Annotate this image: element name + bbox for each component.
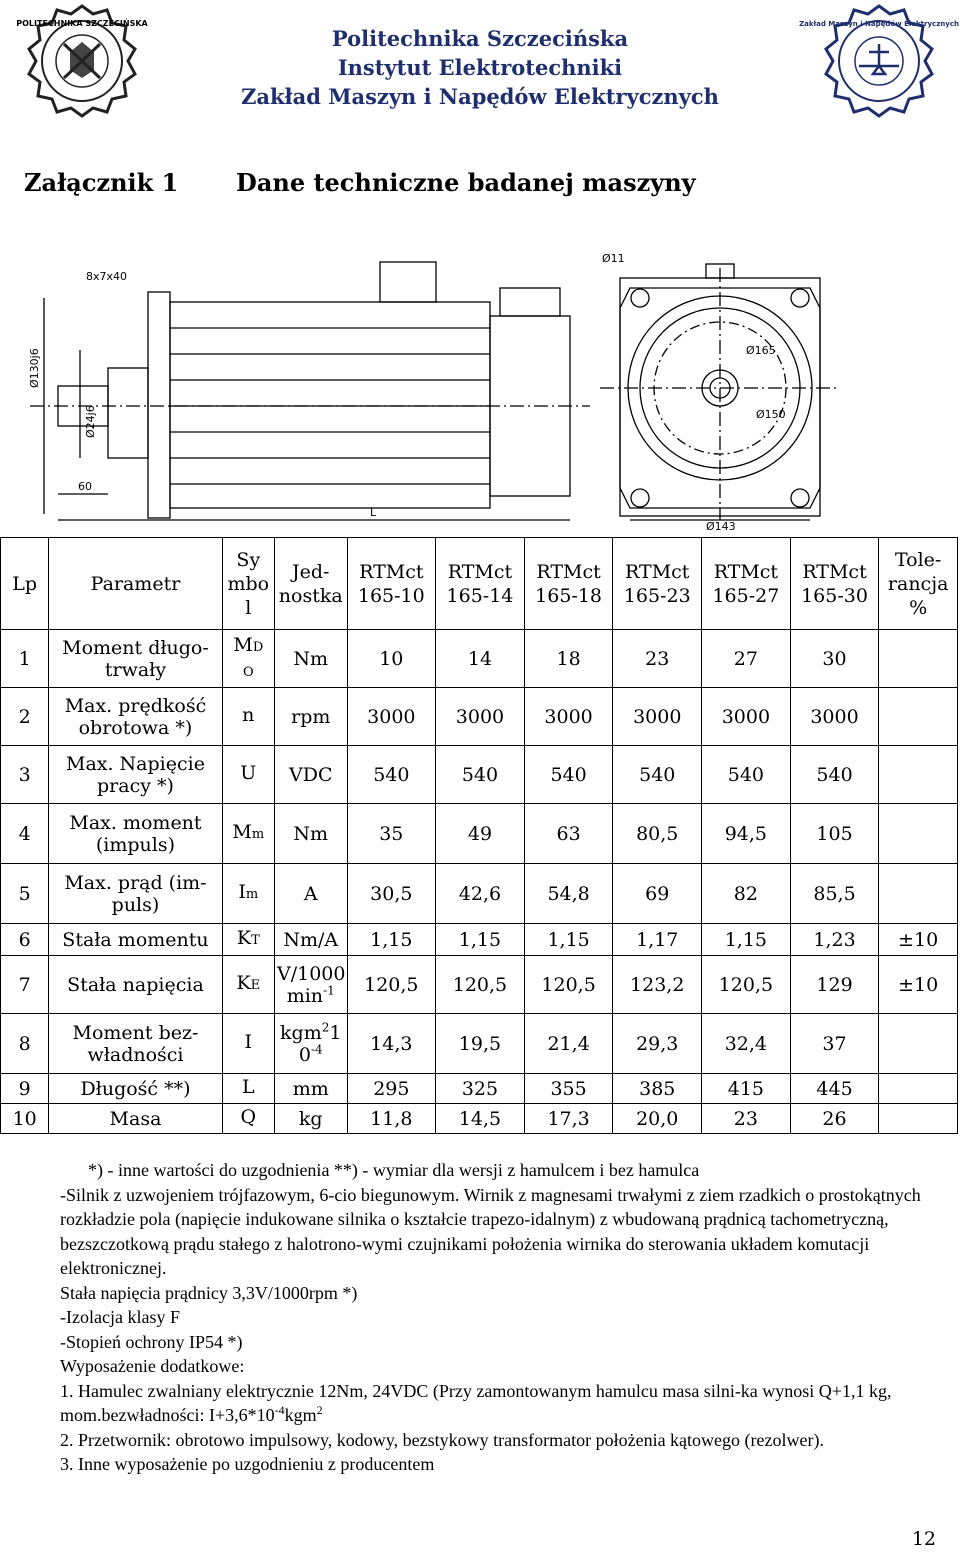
row-parameter: Max. prędkość obrotowa *): [49, 688, 222, 746]
row-lp: 6: [1, 924, 49, 956]
logo-right-label: Zakład Maszyn i Napędów Elektrycznych: [799, 20, 959, 28]
university-logo: [16, 4, 148, 128]
row-symbol: I: [222, 1014, 274, 1074]
row-value: 1,17: [613, 924, 702, 956]
row-value: 1,15: [702, 924, 791, 956]
row-value: 23: [613, 630, 702, 688]
row-value: 29,3: [613, 1014, 702, 1074]
row-value: 63: [524, 804, 613, 864]
row-unit: Nm/A: [274, 924, 347, 956]
row-value: 1,23: [790, 924, 879, 956]
institute-name: Instytut Elektrotechniki: [337, 55, 623, 80]
row-value: 18: [524, 630, 613, 688]
row-unit: kg: [274, 1104, 347, 1134]
row-value: 23: [702, 1104, 791, 1134]
header-tolerance: Tole- rancja %: [879, 538, 958, 630]
row-value: 540: [790, 746, 879, 804]
row-value: 120,5: [524, 956, 613, 1014]
row-parameter: Max. prąd (im- puls): [49, 864, 222, 924]
table-row: [1, 1014, 958, 1074]
header-symbol: Sy mbo l: [222, 538, 274, 630]
table-row: [1, 864, 958, 924]
appendix-title: Dane techniczne badanej maszyny: [236, 168, 696, 197]
note-brake: 1. Hamulec zwalniany elektrycznie 12Nm, 24VDC (Przy zamontowanym hamulcu masa silni-ka wynosi Q+1,1 kg, mom.bezwładności: $I+3,6*10^{-4}kgm^2$: [60, 1380, 892, 1425]
dim-square: Ø143: [706, 520, 736, 533]
row-value: 14,3: [347, 1014, 436, 1074]
row-value: 325: [436, 1074, 525, 1104]
row-symbol: Mm: [222, 804, 274, 864]
logo-left-label: POLITECHNIKA SZCZECIŃSKA: [16, 19, 148, 28]
header-model: RTMct 165-14: [436, 538, 525, 630]
row-tolerance: [879, 1074, 958, 1104]
row-value: 85,5: [790, 864, 879, 924]
row-lp: 3: [1, 746, 49, 804]
row-lp: 10: [1, 1104, 49, 1134]
table-row: [1, 688, 958, 746]
row-value: 1,15: [524, 924, 613, 956]
note-other: 3. Inne wyposażenie po uzgodnieniu z producentem: [60, 1454, 435, 1474]
table-row: [1, 804, 958, 864]
header-parameter: Parametr: [49, 538, 222, 630]
row-value: 129: [790, 956, 879, 1014]
department-name: Zakład Maszyn i Napędów Elektrycznych: [241, 84, 719, 109]
note-protection: -Stopień ochrony IP54 *): [60, 1331, 243, 1352]
row-value: 120,5: [702, 956, 791, 1014]
row-value: 3000: [702, 688, 791, 746]
row-value: 80,5: [613, 804, 702, 864]
row-value: 37: [790, 1014, 879, 1074]
row-parameter: Max. moment (impuls): [49, 804, 222, 864]
institution-header: [240, 24, 720, 111]
note-description: -Silnik z uzwojeniem trójfazowym, 6-cio biegunowym. Wirnik z magnesami trwałymi z ziem rzadkich o prostokątnych rozkładzie pola (napięcie indukowane silnika o kształcie trapezo-idalnym) z wbudowaną prądnicą tachometryczną, bezszczotkową prądu stałego z halotrono-wymi czujnikami położenia wirnika do sterowania układem komutacji elektronicznej.: [60, 1184, 921, 1278]
row-value: 105: [790, 804, 879, 864]
note-resolver: 2. Przetwornik: obrotowo impulsowy, kodowy, bezstykowy transformator położenia kątowego (rezolwer).: [60, 1429, 824, 1450]
row-value: 26: [790, 1104, 879, 1134]
note-accessories-heading: Wyposażenie dodatkowe:: [60, 1356, 245, 1376]
page-number: 12: [911, 1528, 936, 1550]
table-row: [1, 1104, 958, 1134]
row-value: 445: [790, 1074, 879, 1104]
university-name: Politechnika Szczecińska: [331, 26, 629, 51]
row-value: 123,2: [613, 956, 702, 1014]
row-value: 3000: [790, 688, 879, 746]
row-value: 120,5: [347, 956, 436, 1014]
row-value: 49: [436, 804, 525, 864]
row-tolerance: [879, 864, 958, 924]
row-value: 3000: [524, 688, 613, 746]
row-symbol: Im: [222, 864, 274, 924]
note-tacho-constant: Stała napięcia prądnicy 3,3V/1000rpm *): [60, 1282, 358, 1303]
row-value: 11,8: [347, 1104, 436, 1134]
row-value: 540: [702, 746, 791, 804]
dim-length: L: [370, 506, 377, 519]
dim-keyway: 8x7x40: [86, 270, 128, 283]
dim-shaft: Ø24j6: [84, 405, 97, 438]
row-unit: kgm$^2$1 $0^{-4}$: [274, 1014, 347, 1074]
table-row: [1, 956, 958, 1014]
row-value: 30,5: [347, 864, 436, 924]
row-value: 120,5: [436, 956, 525, 1014]
row-unit: V/1000 $\min^{-1}$: [274, 956, 347, 1014]
row-value: 35: [347, 804, 436, 864]
row-symbol: MD O: [222, 630, 274, 688]
row-parameter: Max. Napięcie pracy *): [49, 746, 222, 804]
row-unit: mm: [274, 1074, 347, 1104]
row-unit: rpm: [274, 688, 347, 746]
row-value: 540: [613, 746, 702, 804]
specification-table: [0, 537, 958, 1134]
department-logo: [799, 4, 959, 128]
row-lp: 1: [1, 630, 49, 688]
header-model: RTMct 165-10: [347, 538, 436, 630]
row-value: 355: [524, 1074, 613, 1104]
row-lp: 8: [1, 1014, 49, 1074]
table-row: [1, 924, 958, 956]
row-parameter: Moment długo- trwały: [49, 630, 222, 688]
row-unit: A: [274, 864, 347, 924]
appendix-label: Załącznik 1: [24, 168, 179, 197]
row-tolerance: ±10: [879, 924, 958, 956]
row-tolerance: [879, 1104, 958, 1134]
dim-shaft-length: 60: [78, 480, 92, 493]
row-lp: 2: [1, 688, 49, 746]
header-unit: Jed- nostka: [274, 538, 347, 630]
motor-technical-drawing: [28, 252, 930, 533]
row-value: 540: [436, 746, 525, 804]
row-value: 3000: [347, 688, 436, 746]
row-tolerance: [879, 630, 958, 688]
row-value: 69: [613, 864, 702, 924]
row-value: 32,4: [702, 1014, 791, 1074]
table-header-row: [1, 538, 958, 630]
header-lp: Lp: [1, 538, 49, 630]
header-model: RTMct 165-30: [790, 538, 879, 630]
table-row: [1, 746, 958, 804]
row-value: 540: [347, 746, 436, 804]
row-value: 295: [347, 1074, 436, 1104]
row-symbol: n: [222, 688, 274, 746]
row-parameter: Masa: [49, 1104, 222, 1134]
row-value: 94,5: [702, 804, 791, 864]
row-value: 14,5: [436, 1104, 525, 1134]
dim-bolt-circle: Ø165: [746, 344, 776, 357]
row-value: 54,8: [524, 864, 613, 924]
dim-pilot: Ø150: [756, 408, 786, 421]
header-model: RTMct 165-27: [702, 538, 791, 630]
row-value: 17,3: [524, 1104, 613, 1134]
row-value: 82: [702, 864, 791, 924]
row-lp: 4: [1, 804, 49, 864]
row-symbol: KE: [222, 956, 274, 1014]
row-tolerance: [879, 1014, 958, 1074]
row-parameter: Moment bez- władności: [49, 1014, 222, 1074]
row-value: 385: [613, 1074, 702, 1104]
row-value: 415: [702, 1074, 791, 1104]
row-value: 27: [702, 630, 791, 688]
row-lp: 5: [1, 864, 49, 924]
row-tolerance: [879, 688, 958, 746]
table-row: [1, 630, 958, 688]
row-unit: Nm: [274, 804, 347, 864]
row-value: 19,5: [436, 1014, 525, 1074]
row-value: 21,4: [524, 1014, 613, 1074]
row-value: 540: [524, 746, 613, 804]
note-insulation: -Izolacja klasy F: [60, 1307, 180, 1327]
notes-section: [60, 1158, 940, 1477]
row-value: 3000: [436, 688, 525, 746]
header-model: RTMct 165-18: [524, 538, 613, 630]
row-lp: 9: [1, 1074, 49, 1104]
row-value: 14: [436, 630, 525, 688]
dim-hole: Ø11: [602, 252, 625, 265]
row-parameter: Stała momentu: [49, 924, 222, 956]
row-value: 20,0: [613, 1104, 702, 1134]
header-model: RTMct 165-23: [613, 538, 702, 630]
row-parameter: Długość **): [49, 1074, 222, 1104]
row-symbol: Q: [222, 1104, 274, 1134]
row-tolerance: [879, 804, 958, 864]
row-value: 1,15: [347, 924, 436, 956]
row-symbol: KT: [222, 924, 274, 956]
row-value: 10: [347, 630, 436, 688]
row-unit: VDC: [274, 746, 347, 804]
row-unit: Nm: [274, 630, 347, 688]
note-footnotes: *) - inne wartości do uzgodnienia **) - wymiar dla wersji z hamulcem i bez hamulca: [88, 1160, 700, 1180]
row-symbol: L: [222, 1074, 274, 1104]
row-value: 30: [790, 630, 879, 688]
row-value: 1,15: [436, 924, 525, 956]
dim-flange: Ø130j6: [28, 348, 41, 388]
row-tolerance: [879, 746, 958, 804]
row-value: 3000: [613, 688, 702, 746]
row-symbol: U: [222, 746, 274, 804]
row-lp: 7: [1, 956, 49, 1014]
row-parameter: Stała napięcia: [49, 956, 222, 1014]
row-value: 42,6: [436, 864, 525, 924]
row-tolerance: ±10: [879, 956, 958, 1014]
table-row: [1, 1074, 958, 1104]
